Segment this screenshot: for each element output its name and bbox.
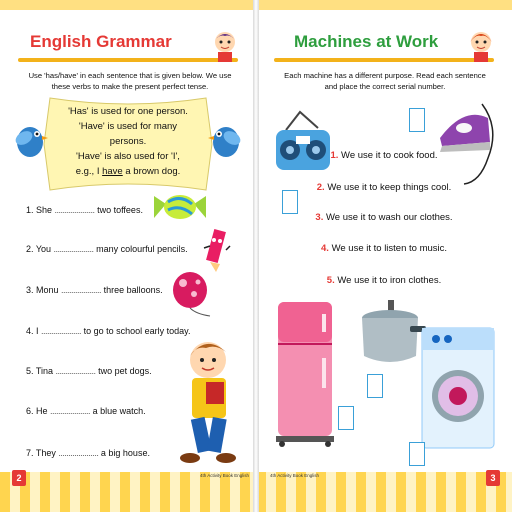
book-spine — [253, 0, 259, 512]
right-footer-stripes — [256, 472, 512, 512]
answer-box-iron[interactable] — [409, 108, 425, 132]
left-instruction: Use 'has/have' in each sentence that is given below. We use these verbs to make the present perfect tense. — [28, 71, 232, 91]
answer-box-cooker[interactable] — [367, 374, 383, 398]
iron-icon — [434, 98, 500, 188]
rule-line-3: 'Have' is also used for 'I', — [76, 151, 180, 162]
answer-blank[interactable]: .................... — [41, 326, 82, 336]
answer-blank[interactable]: .................... — [61, 285, 102, 295]
schoolboy-icon — [166, 334, 244, 476]
top-stripe — [0, 0, 256, 10]
example-underlined-word: have — [102, 166, 123, 177]
left-credit: 4th Activity Book English — [200, 473, 250, 478]
blue-bird-left-icon — [10, 118, 50, 164]
statement-4: 4. We use it to listen to music. — [320, 243, 448, 254]
left-title-bar — [18, 26, 238, 64]
top-stripe — [256, 0, 512, 10]
answer-box-washing-machine[interactable] — [409, 442, 425, 466]
statement-2: 2. We use it to keep things cool. — [316, 182, 452, 193]
radio-icon — [272, 110, 334, 178]
statement-5: 5. We use it to iron clothes. — [326, 275, 442, 286]
page-title-machines-at-work: Machines at Work — [294, 32, 439, 51]
girl-mascot-icon — [466, 28, 496, 62]
pencil-character-icon — [200, 224, 232, 274]
refrigerator-icon — [270, 298, 340, 448]
toffee-icon — [152, 190, 208, 224]
answer-box-radio[interactable] — [282, 190, 298, 214]
pressure-cooker-icon — [350, 296, 426, 372]
answer-box-refrigerator[interactable] — [338, 406, 354, 430]
rule-line-2: 'Have' is used for many persons. — [78, 121, 178, 147]
left-footer-stripes — [0, 472, 256, 512]
question-3: 3. Monu .................... three balloons. — [26, 285, 163, 295]
title-underline — [18, 58, 238, 62]
rule-line-1: 'Has' is used for one person. — [68, 106, 188, 117]
question-1: 1. She .................... two toffees. — [26, 205, 143, 215]
girl-mascot-icon — [210, 28, 240, 62]
answer-blank[interactable]: .................... — [54, 205, 95, 215]
balloon-icon — [170, 270, 214, 320]
title-underline — [274, 58, 494, 62]
answer-blank[interactable]: .................... — [53, 244, 94, 254]
blue-bird-right-icon — [206, 118, 246, 164]
question-4: 4. I .................... to go to school early today. — [26, 326, 191, 336]
question-6: 6. He .................... a blue watch. — [26, 406, 146, 416]
statement-3: 3. We use it to wash our clothes. — [315, 212, 453, 223]
right-page — [256, 0, 512, 512]
question-2: 2. You .................... many colourful pencils. — [26, 244, 188, 254]
right-instruction: Each machine has a different purpose. Read each sentence and place the correct serial number. — [284, 71, 486, 91]
answer-blank[interactable]: .................... — [50, 406, 91, 416]
rule-box — [36, 96, 220, 192]
rule-example: e.g., I have a brown dog. — [75, 166, 181, 177]
page-number-right: 3 — [486, 470, 500, 486]
page-number-left: 2 — [12, 470, 26, 486]
question-7: 7. They .................... a big house. — [26, 448, 150, 458]
question-5: 5. Tina .................... two pet dogs. — [26, 366, 152, 376]
right-credit: 4th Activity Book English — [270, 473, 320, 478]
answer-blank[interactable]: .................... — [58, 448, 99, 458]
answer-blank[interactable]: .................... — [55, 366, 96, 376]
washing-machine-icon — [416, 318, 500, 456]
right-title-bar — [274, 26, 494, 64]
statement-1: 1. We use it to cook food. — [330, 150, 438, 161]
page-title-english-grammar: English Grammar — [30, 32, 172, 51]
